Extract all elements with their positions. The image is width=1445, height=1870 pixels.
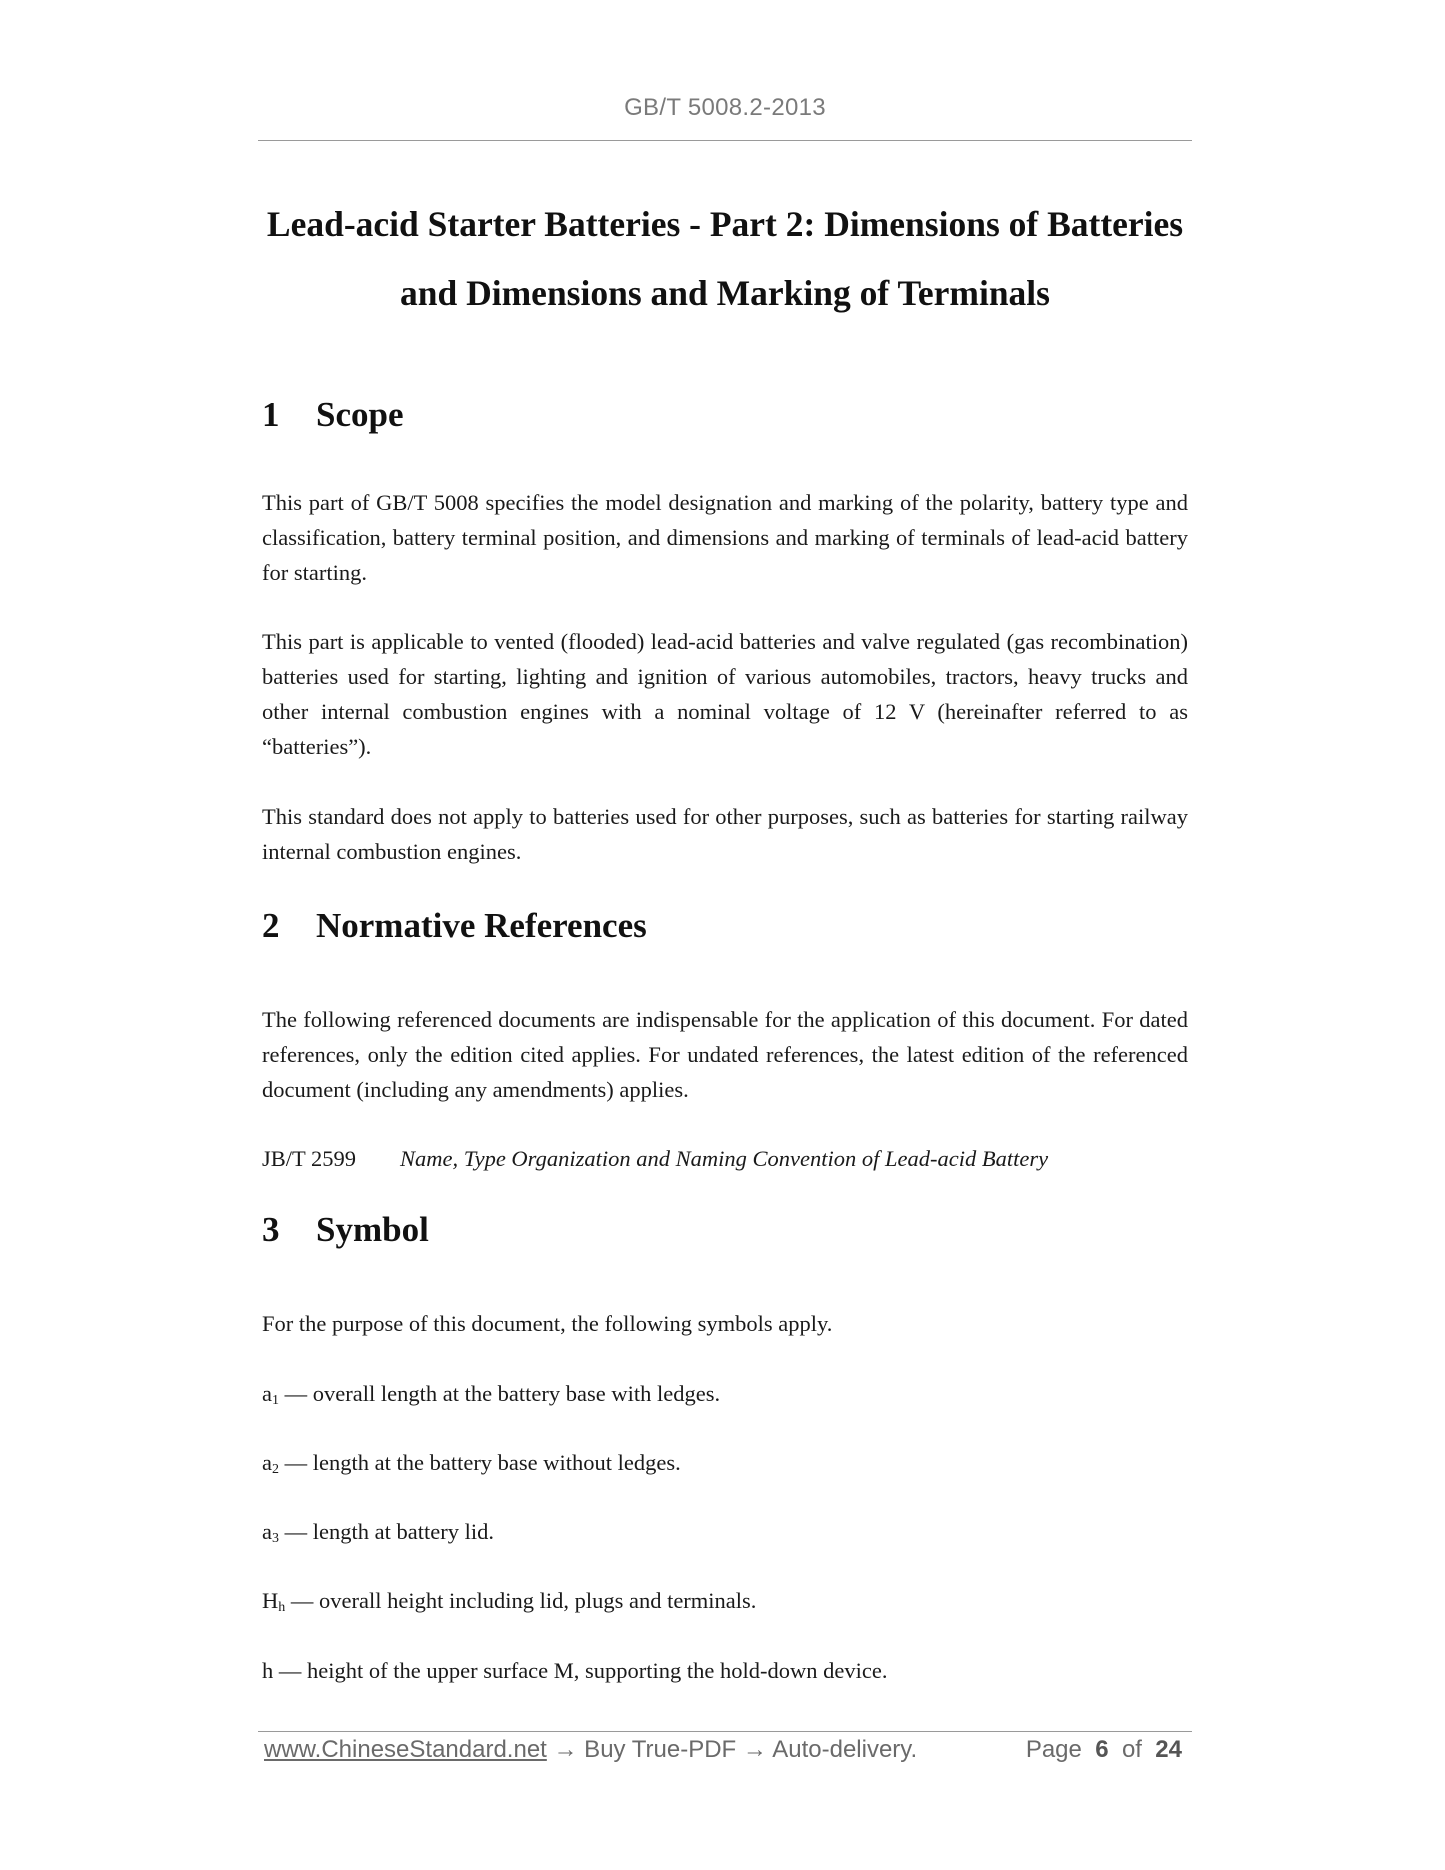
symbol-intro: For the purpose of this document, the following symbols apply. bbox=[262, 1311, 833, 1336]
page-indicator bbox=[1026, 1736, 1182, 1764]
scope-paragraph-1: This part of GB/T 5008 specifies the model designation and marking of the polarity, battery type and classification, battery terminal position, and dimensions and marking of terminals of lead-acid battery for starting. bbox=[262, 490, 1188, 585]
section-number: 2 bbox=[262, 906, 280, 945]
symbol-subscript: h bbox=[278, 1600, 286, 1615]
reference-code: JB/T 2599 bbox=[262, 1146, 356, 1171]
reference-title: Name, Type Organization and Naming Convention of Lead-acid Battery bbox=[400, 1146, 1049, 1171]
scope-paragraph-3: This standard does not apply to batteries used for other purposes, such as batteries for starting railway internal combustion engines. bbox=[262, 804, 1188, 864]
running-header: GB/T 5008.2-2013 bbox=[624, 94, 826, 121]
section-title: Scope bbox=[316, 395, 404, 434]
symbol-base: a bbox=[262, 1450, 272, 1475]
reference-entry bbox=[262, 1141, 1048, 1176]
page-label: Page bbox=[1025, 1736, 1082, 1763]
page-total: 24 bbox=[1155, 1736, 1182, 1763]
page-of: of bbox=[1121, 1736, 1142, 1763]
symbol-item bbox=[262, 1583, 756, 1618]
title-line-1: Lead-acid Starter Batteries - Part 2: Dimensions of Batteries bbox=[266, 204, 1184, 244]
symbol-description: — overall height including lid, plugs and terminals. bbox=[285, 1588, 757, 1613]
normative-paragraph: The following referenced documents are indispensable for the application of this document. For dated references, only the edition cited applies. For undated references, the latest edition of the referenced document (including any amendments) applies. bbox=[262, 1007, 1188, 1102]
page-current: 6 bbox=[1095, 1736, 1109, 1763]
symbol-description: — length at the battery base without ledges. bbox=[279, 1450, 681, 1475]
document-title bbox=[258, 190, 1192, 328]
symbol-base: a bbox=[262, 1381, 272, 1406]
symbol-base: a bbox=[262, 1519, 272, 1544]
title-line-2: and Dimensions and Marking of Terminals bbox=[400, 273, 1050, 313]
symbol-item bbox=[262, 1445, 681, 1480]
website-link[interactable]: www.ChineseStandard.net bbox=[264, 1736, 547, 1763]
section-title: Symbol bbox=[316, 1210, 429, 1249]
scope-paragraph-2: This part is applicable to vented (flooded) lead-acid batteries and valve regulated (gas recombination) batteries used for starting, lighting and ignition of various automobiles, tractors, heavy trucks and other internal combustion engines with a nominal voltage of 12 V (hereinafter referred to as “batteries”). bbox=[262, 629, 1188, 759]
section-heading-symbol bbox=[262, 1210, 429, 1250]
footer-promo: → Buy True-PDF → Auto-delivery. bbox=[546, 1736, 918, 1763]
footer-rule bbox=[258, 1731, 1192, 1732]
section-heading-normative-references bbox=[262, 906, 647, 946]
symbol-subscript: 3 bbox=[272, 1531, 279, 1546]
page-footer bbox=[264, 1736, 1190, 1764]
symbol-subscript: 1 bbox=[272, 1393, 279, 1408]
section-number: 1 bbox=[262, 395, 280, 434]
section-heading-scope bbox=[262, 395, 404, 435]
symbol-base: H bbox=[262, 1588, 279, 1613]
symbol-subscript: 2 bbox=[272, 1462, 279, 1477]
symbol-item bbox=[262, 1653, 887, 1688]
section-number: 3 bbox=[262, 1210, 280, 1249]
symbol-description: — height of the upper surface M, supporting the hold-down device. bbox=[273, 1658, 888, 1683]
symbol-item bbox=[262, 1376, 720, 1411]
section-title: Normative References bbox=[316, 906, 647, 945]
header-rule bbox=[258, 140, 1192, 141]
symbol-description: — overall length at the battery base with ledges. bbox=[279, 1381, 721, 1406]
symbol-description: — length at battery lid. bbox=[279, 1519, 494, 1544]
symbol-item bbox=[262, 1514, 494, 1549]
symbol-base: h bbox=[262, 1658, 274, 1683]
